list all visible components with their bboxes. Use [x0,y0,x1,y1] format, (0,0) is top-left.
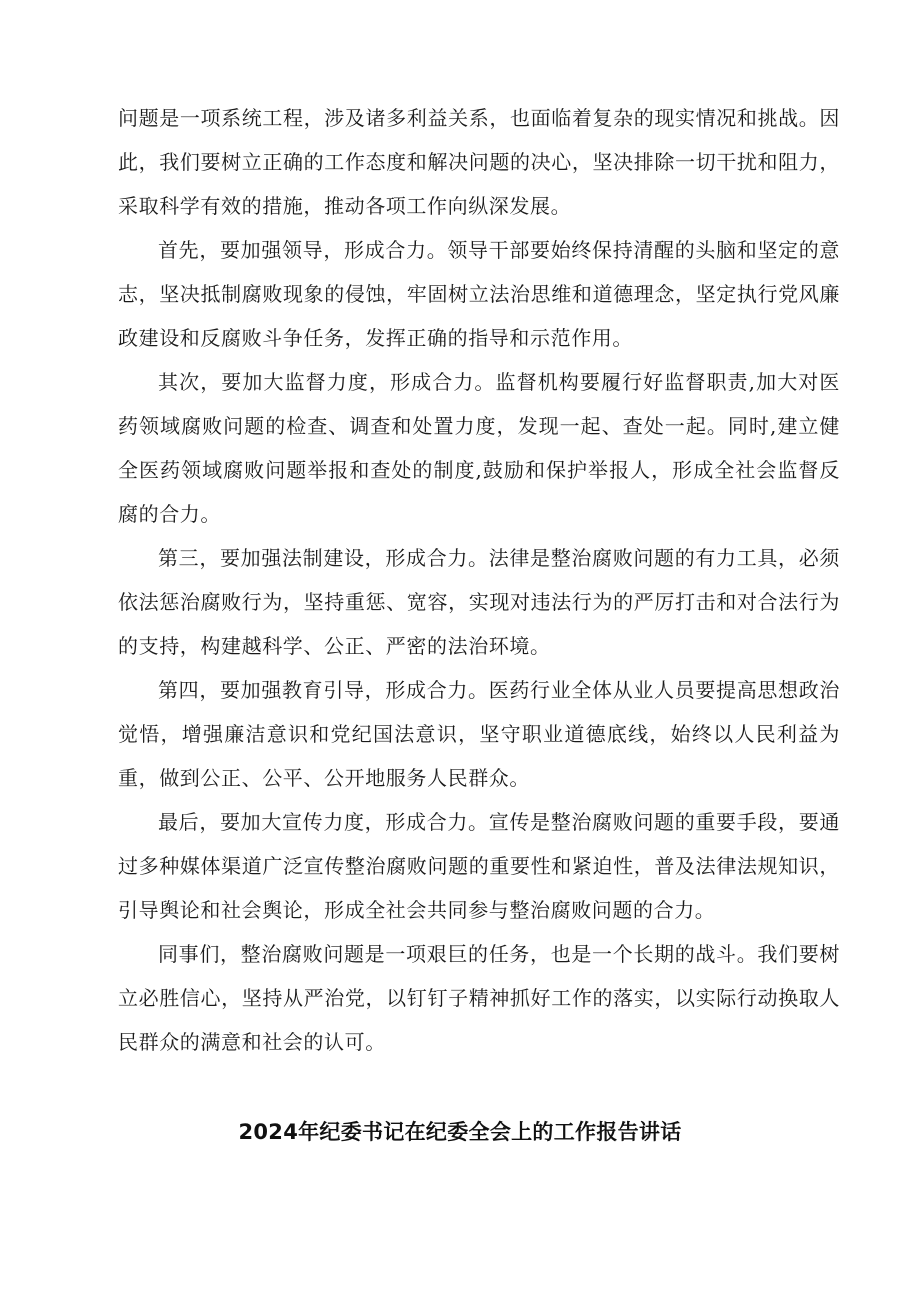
paragraph-third-point: 第三，要加强法制建设，形成合力。法律是整治腐败问题的有力工具，必须依法惩治腐败行为，坚持重惩、宽容，实现对违法行为的严厉打击和对合法行为的支持，构建越科学、公正、严密的法治环境。 [118,546,840,658]
paragraph-fourth-point: 第四，要加强教育引导，形成合力。医药行业全体从业人员要提高思想政治觉悟，增强廉洁意识和党纪国法意识，坚守职业道德底线，始终以人民利益为重，做到公正、公平、公开地服务人民群众。 [118,678,840,790]
paragraph-closing: 同事们，整治腐败问题是一项艰巨的任务，也是一个长期的战斗。我们要树立必胜信心，坚持从严治党，以钉钉子精神抓好工作的落实，以实际行动换取人民群众的满意和社会的认可。 [118,942,840,1054]
paragraph-first-point: 首先，要加强领导，形成合力。领导干部要始终保持清醒的头脑和坚定的意志，坚决抵制腐败现象的侵蚀，牢固树立法治思维和道德理念，坚定执行党风廉政建设和反腐败斗争任务，发挥正确的指导和示范作用。 [118,238,840,350]
paragraph-continuation: 问题是一项系统工程，涉及诸多利益关系，也面临着复杂的现实情况和挑战。因此，我们要树立正确的工作态度和解决问题的决心，坚决排除一切干扰和阻力，采取科学有效的措施，推动各项工作向纵深发展。 [118,106,840,218]
paragraph-final-point: 最后，要加大宣传力度，形成合力。宣传是整治腐败问题的重要手段，要通过多种媒体渠道广泛宣传整治腐败问题的重要性和紧迫性，普及法律法规知识，引导舆论和社会舆论，形成全社会共同参与整治腐败问题的合力。 [118,810,840,922]
body-text [118,96,840,1064]
paragraph-second-point: 其次，要加大监督力度，形成合力。监督机构要履行好监督职责,加大对医药领域腐败问题的检查、调查和处置力度，发现一起、查处一起。同时,建立健全医药领域腐败问题举报和查处的制度,鼓励和保护举报人，形成全社会监督反腐的合力。 [118,370,840,526]
section-title: 2024年纪委书记在纪委全会上的工作报告讲话 [238,1120,682,1144]
